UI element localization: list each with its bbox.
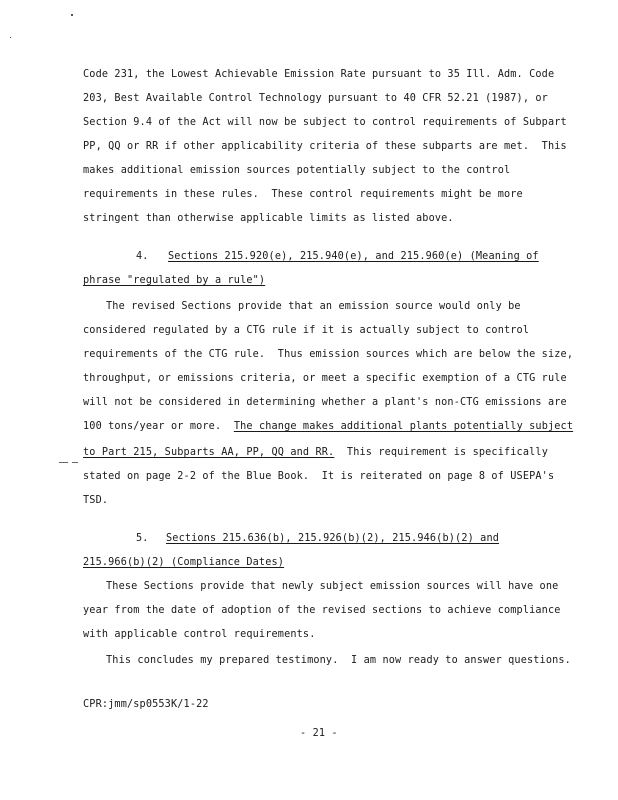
closing-sentence: This concludes my prepared testimony. I am now ready to answer questions.: [106, 655, 571, 666]
paragraph-line: TSD.: [83, 495, 109, 506]
page-number: - 21 -: [300, 728, 338, 739]
paragraph-line: stated on page 2-2 of the Blue Book. It is reiterated on page 8 of USEPA's: [83, 471, 555, 482]
paragraph-line: will not be considered in determining whether a plant's non-CTG emissions are: [83, 397, 567, 408]
paragraph-line: 203, Best Available Control Technology pursuant to 40 CFR 52.21 (1987), or: [83, 93, 548, 104]
paragraph-line: Code 231, the Lowest Achievable Emission Rate pursuant to 35 Ill. Adm. Code: [83, 69, 555, 80]
plain-text: This requirement is specifically: [334, 447, 548, 458]
paragraph-line: The revised Sections provide that an emission source would only be: [106, 301, 521, 312]
paragraph-line: [83, 420, 573, 434]
paragraph-line: with applicable control requirements.: [83, 629, 316, 640]
paragraph-line: requirements in these rules. These control requirements might be more: [83, 189, 523, 200]
paragraph-line: PP, QQ or RR if other applicability criteria of these subparts are met. This: [83, 141, 567, 152]
paragraph-line: requirements of the CTG rule. Thus emission sources which are below the size,: [83, 349, 574, 360]
scan-speck: [10, 37, 11, 38]
section-5-heading-cont: 215.966(b)(2) (Compliance Dates): [83, 557, 285, 568]
paragraph-line: Section 9.4 of the Act will now be subject to control requirements of Subpart: [83, 117, 567, 128]
paragraph-line: throughput, or emissions criteria, or meet a specific exemption of a CTG rule: [83, 373, 567, 384]
plain-text: 100 tons/year or more.: [83, 421, 234, 432]
paragraph-line: year from the date of adoption of the revised sections to achieve compliance: [83, 605, 561, 616]
margin-mark: [59, 462, 68, 463]
paragraph-line: makes additional emission sources potentially subject to the control: [83, 165, 511, 176]
paragraph-line: These Sections provide that newly subject emission sources will have one: [106, 581, 559, 592]
paragraph-line: stringent than otherwise applicable limits as listed above.: [83, 213, 454, 224]
underlined-text: to Part 215, Subparts AA, PP, QQ and RR.: [83, 447, 335, 458]
section-5-heading: Sections 215.636(b), 215.926(b)(2), 215.946(b)(2) and: [166, 533, 500, 544]
section-4-heading: Sections 215.920(e), 215.940(e), and 215.960(e) (Meaning of: [168, 251, 539, 262]
section-4-number: 4.: [136, 251, 149, 262]
margin-mark: [72, 462, 78, 463]
section-5-number: 5.: [136, 533, 149, 544]
paragraph-line: [83, 446, 548, 460]
section-4-heading-cont: phrase "regulated by a rule"): [83, 275, 266, 286]
scan-speck: [71, 14, 73, 16]
underlined-text: The change makes additional plants potentially subject: [233, 421, 574, 432]
paragraph-line: considered regulated by a CTG rule if it is actually subject to control: [83, 325, 530, 336]
reference-code: CPR:jmm/sp0553K/1-22: [83, 699, 209, 710]
